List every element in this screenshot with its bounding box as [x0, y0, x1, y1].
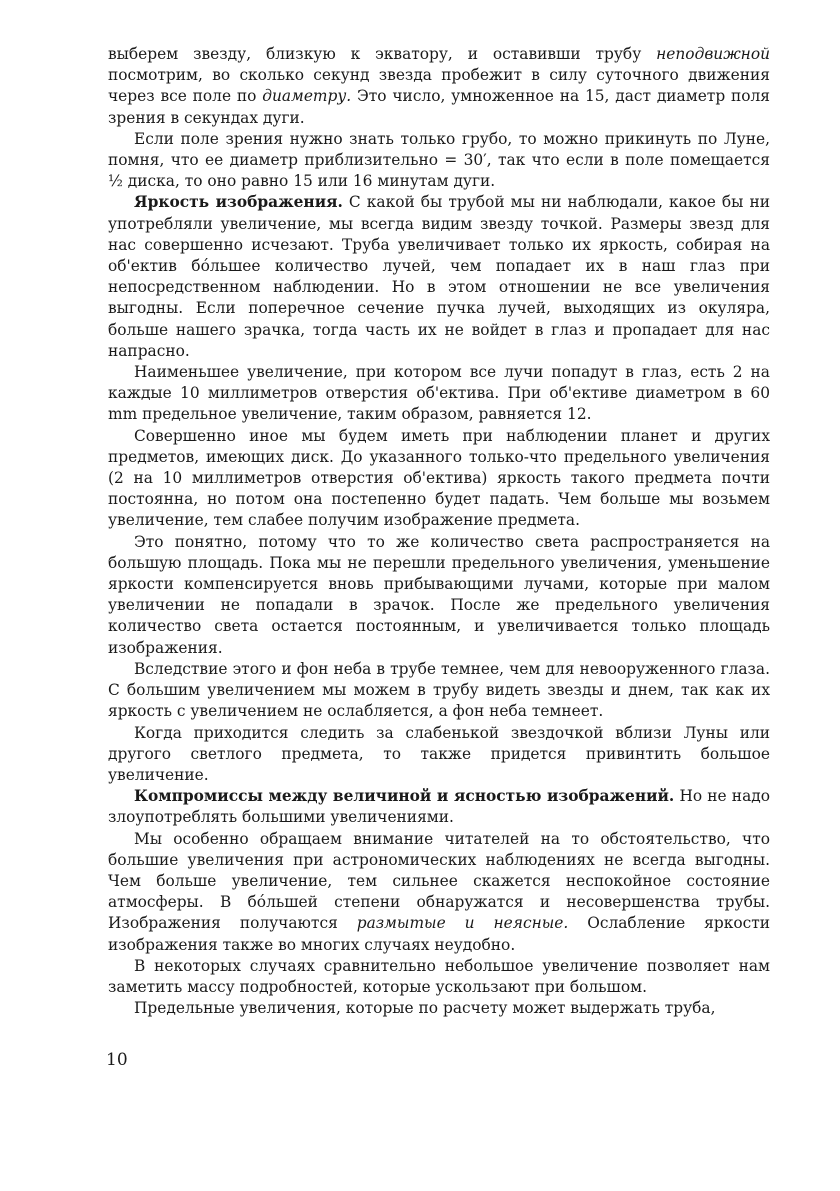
paragraph: Наименьшее увеличение, при котором все лучи попадут в глаз, есть 2 на каждые 10 миллиметров отверстия об'ектива. При об'ективе диаметром в 60 mm предельное увеличение, таким образом, равняется 12. — [108, 363, 770, 424]
paragraph: Совершенно иное мы будем иметь при наблюдении планет и других предметов, имеющих диск. До указанного только-что предельного увеличения (2 на 10 миллиметров отверстия об'ектива) яркость такого предмета почти постоянна, но потом она постепенно будет падать. Чем больше мы возьмем увеличение, тем слабее получим изображение предмета. — [108, 426, 770, 530]
paragraph: Когда приходится следить за слабенькой звездочкой вблизи Луны или другого светлого предмета, то также придется привинтить большое увеличение. — [108, 723, 770, 784]
paragraph: Предельные увеличения, которые по расчету может выдержать труба, — [134, 999, 716, 1018]
paragraph: Мы особенно обращаем внимание читателей на то обстоятельство, что большие увеличения при астрономических наблюдениях не всегда выгодны. Чем больше увеличение, тем сильнее скажется неспокойное состояние атмосферы. В бóльшей степени обнаружатся и несовершенства трубы. Изображения получаются размытые и неясные. Ослабление яркости изображения также во многих случаях неудобно. — [108, 829, 770, 954]
paragraph-compromises: Компромиссы между величиной и ясностью изображений. Но не надо злоупотреблять большими увеличениями. — [108, 787, 770, 827]
paragraph-brightness: Яркость изображения. С какой бы трубой мы ни наблюдали, какое бы ни употребляли увеличение, мы всегда видим звезду точкой. Размеры звезд для нас совершенно исчезают. Труба увеличивает только их яркость, собирая на об'ектив бóльшее количество лучей, чем попадает их в наш глаз при непосредственном наблюдении. Но в этом отношении не все увеличения выгодны. Если поперечное сечение пучка лучей, выходящих из окуляра, больше нашего зрачка, тогда часть их не войдет в глаз и пропадает для нас напрасно. — [108, 193, 771, 360]
paragraph: Вследствие этого и фон неба в трубе темнее, чем для невооруженного глаза. С большим увеличением мы можем в трубу видеть звезды и днем, так как их яркость с увеличением не ослабляется, а фон неба темнеет. — [108, 659, 770, 721]
paragraph: В некоторых случаях сравнительно небольшое увеличение позволяет нам заметить массу подробностей, которые ускользают при большом. — [108, 956, 770, 996]
paragraph: выберем звезду, близкую к экватору, и оставивши трубу неподвижной посмотрим, во сколько секунд звезда пробежит в силу суточного движения через все поле по диаметру. Это число, умноженное на 15, даст диаметр поля зрения в секундах дуги. — [108, 45, 770, 127]
paragraph: Это понятно, потому что то же количество света распространяется на большую площадь. Пока мы не перешли предельного увеличения, уменьшение яркости компенсируется вновь прибывающими лучами, которые при малом увеличении не попадали в зрачок. После же предельного увеличения количество света остается постоянным, и увеличивается только площадь изображения. — [108, 532, 770, 657]
section-heading: Компромиссы между величиной и ясностью изображений. — [134, 787, 675, 806]
section-heading: Яркость изображения. — [134, 193, 343, 212]
paragraph: Если поле зрения нужно знать только грубо, то можно прикинуть по Луне, помня, что ее диаметр приблизительно = 30′, так что если в поле помещается ½ диска, то оно равно 15 или 16 минутам дуги. — [108, 129, 770, 191]
page-number: 10 — [106, 1050, 128, 1070]
page-body — [108, 44, 770, 1019]
